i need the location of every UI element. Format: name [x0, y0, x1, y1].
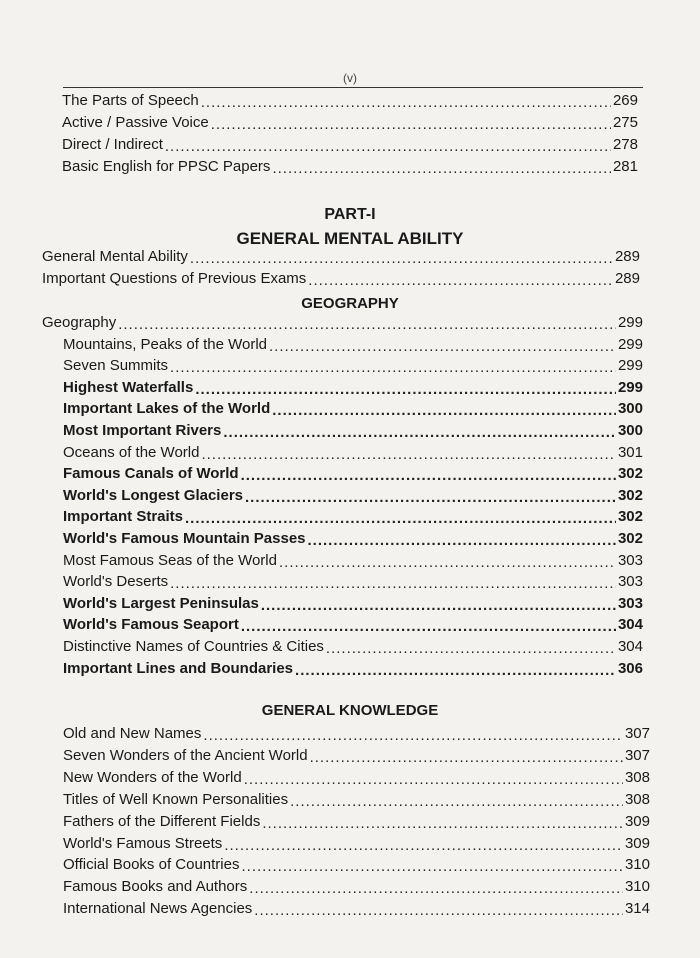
- dot-leader: [272, 403, 616, 419]
- dot-leader: [261, 598, 616, 614]
- dot-leader: [262, 816, 623, 832]
- dot-leader: [245, 490, 616, 506]
- toc-entry: [63, 615, 643, 635]
- toc-entry-title: Geography: [42, 314, 117, 331]
- toc-entry-title: General Mental Ability: [42, 248, 188, 265]
- dot-leader: [201, 95, 611, 111]
- toc-entry-page: 304: [617, 638, 643, 655]
- dot-leader: [241, 468, 616, 484]
- toc-entry-page: 281: [612, 158, 638, 175]
- dot-leader: [195, 382, 616, 398]
- toc-entry: [63, 637, 643, 657]
- toc-entry-title: Fathers of the Different Fields: [63, 812, 261, 830]
- dot-leader: [211, 117, 611, 133]
- dot-leader: [308, 273, 613, 289]
- toc-entry-page: 300: [617, 422, 643, 439]
- dot-leader: [272, 161, 611, 177]
- toc-entry: [63, 834, 650, 854]
- toc-entry-title: World's Famous Seaport: [63, 616, 239, 634]
- toc-entry: [63, 855, 650, 875]
- toc-entry-title: Old and New Names: [63, 725, 202, 742]
- dot-leader: [326, 641, 616, 657]
- toc-entry-title: Active / Passive Voice: [62, 114, 209, 131]
- toc-entry: [42, 269, 640, 289]
- toc-entry: [63, 790, 650, 810]
- toc-entry-page: 303: [617, 551, 643, 569]
- dot-leader: [170, 576, 616, 592]
- toc-entry-title: Most Famous Seas of the World: [63, 551, 277, 569]
- toc-entry: [42, 247, 640, 267]
- toc-entry-page: 299: [617, 314, 643, 331]
- toc-entry: [63, 335, 643, 355]
- toc-entry-page: 299: [617, 335, 643, 353]
- toc-entry-page: 299: [617, 378, 643, 396]
- toc-entry-title: Highest Waterfalls: [63, 378, 194, 396]
- toc-entry: [62, 91, 638, 111]
- dot-leader: [170, 360, 616, 376]
- toc-entry-title: New Wonders of the World: [63, 768, 242, 786]
- page-number: (v): [343, 71, 357, 85]
- toc-entry-page: 302: [617, 465, 643, 483]
- dot-leader: [295, 663, 616, 679]
- toc-entry: [62, 135, 638, 155]
- toc-entry-page: 314: [624, 900, 650, 918]
- dot-leader: [308, 533, 616, 549]
- toc-entry-page: 302: [617, 486, 643, 504]
- toc-entry-title: Direct / Indirect: [62, 136, 163, 153]
- toc-entry-title: Important Questions of Previous Exams: [42, 270, 307, 287]
- header-rule: [63, 87, 643, 88]
- toc-entry-title: World's Deserts: [63, 573, 169, 591]
- gk-heading: GENERAL KNOWLEDGE: [261, 702, 439, 719]
- geography-heading: GEOGRAPHY: [301, 295, 399, 312]
- toc-entry: [63, 443, 643, 463]
- toc-entry-page: 309: [624, 834, 650, 852]
- dot-leader: [223, 425, 616, 441]
- toc-entry-page: 303: [617, 594, 643, 612]
- toc-entry: [63, 464, 643, 484]
- toc-entry-page: 309: [624, 812, 650, 830]
- toc-entry-title: Basic English for PPSC Papers: [62, 158, 271, 175]
- dot-leader: [165, 139, 611, 155]
- part-heading: PART-I: [324, 206, 376, 223]
- toc-entry-title: Important Straits: [63, 508, 184, 526]
- dot-leader: [254, 903, 623, 919]
- toc-entry: [63, 899, 650, 919]
- toc-entry-page: 307: [624, 746, 650, 764]
- toc-entry: [63, 529, 643, 549]
- toc-entry-page: 299: [617, 357, 643, 375]
- toc-entry-page: 302: [617, 530, 643, 547]
- toc-entry: [62, 157, 638, 177]
- dot-leader: [201, 447, 616, 463]
- toc-entry: [63, 724, 650, 744]
- toc-entry: [63, 877, 650, 897]
- toc-entry-page: 300: [617, 400, 643, 418]
- toc-entry-page: 289: [614, 248, 640, 265]
- toc-entry-page: 304: [617, 616, 643, 634]
- toc-entry-page: 308: [624, 768, 650, 786]
- dot-leader: [279, 555, 616, 571]
- toc-entry: [63, 421, 643, 441]
- toc-entry-page: 302: [617, 508, 643, 526]
- toc-entry: [63, 378, 643, 398]
- toc-entry-page: 269: [612, 92, 638, 109]
- toc-entry: [63, 812, 650, 832]
- toc-entry-title: World's Longest Glaciers: [63, 486, 243, 504]
- toc-entry: [63, 399, 643, 419]
- toc-entry-title: World's Famous Mountain Passes: [63, 530, 306, 547]
- toc-entry-page: 307: [624, 725, 650, 742]
- toc-entry-title: The Parts of Speech: [62, 92, 199, 109]
- toc-entry: [62, 113, 638, 133]
- toc-entry-title: Official Books of Countries: [63, 856, 240, 874]
- toc-entry-page: 308: [624, 790, 650, 808]
- toc-entry-title: Distinctive Names of Countries & Cities: [63, 638, 324, 655]
- toc-entry: [63, 594, 643, 614]
- toc-entry-title: Important Lakes of the World: [63, 400, 271, 418]
- toc-entry-page: 289: [614, 270, 640, 287]
- toc-entry: [63, 551, 643, 571]
- dot-leader: [269, 339, 616, 355]
- toc-entry-title: World's Largest Peninsulas: [63, 594, 259, 612]
- toc-entry-title: Titles of Well Known Personalities: [63, 790, 289, 808]
- dot-leader: [203, 728, 623, 744]
- toc-entry: [63, 486, 643, 506]
- toc-entry: [63, 572, 643, 592]
- toc-entry: [63, 507, 643, 527]
- toc-entry-title: World's Famous Streets: [63, 834, 223, 852]
- toc-entry-title: Seven Wonders of the Ancient World: [63, 746, 308, 764]
- toc-entry-title: Oceans of the World: [63, 443, 200, 461]
- toc-entry-title: Famous Canals of World: [63, 465, 239, 483]
- dot-leader: [185, 511, 616, 527]
- toc-entry: [63, 768, 650, 788]
- toc-entry: [63, 746, 650, 766]
- toc-entry-title: Most Important Rivers: [63, 422, 222, 439]
- toc-entry-page: 303: [617, 573, 643, 591]
- dot-leader: [290, 794, 623, 810]
- toc-entry-page: 306: [617, 659, 643, 677]
- toc-entry-title: Mountains, Peaks of the World: [63, 335, 267, 353]
- toc-entry: [63, 659, 643, 679]
- dot-leader: [224, 838, 623, 854]
- toc-entry-page: 275: [612, 114, 638, 131]
- part-subheading: GENERAL MENTAL ABILITY: [236, 229, 464, 248]
- dot-leader: [244, 772, 623, 788]
- toc-entry-page: 310: [624, 856, 650, 874]
- toc-entry-page: 278: [612, 136, 638, 153]
- dot-leader: [241, 859, 622, 875]
- toc-entry-title: Seven Summits: [63, 357, 169, 375]
- toc-entry-page: 301: [617, 443, 643, 461]
- dot-leader: [249, 881, 623, 897]
- dot-leader: [241, 619, 616, 635]
- dot-leader: [118, 317, 616, 333]
- toc-entry: [63, 356, 643, 376]
- toc-entry-title: International News Agencies: [63, 900, 253, 918]
- toc-entry-title: Important Lines and Boundaries: [63, 659, 294, 677]
- dot-leader: [310, 750, 623, 766]
- toc-entry-title: Famous Books and Authors: [63, 878, 248, 896]
- toc-entry-page: 310: [624, 878, 650, 896]
- toc-entry: [42, 313, 643, 333]
- dot-leader: [190, 251, 613, 267]
